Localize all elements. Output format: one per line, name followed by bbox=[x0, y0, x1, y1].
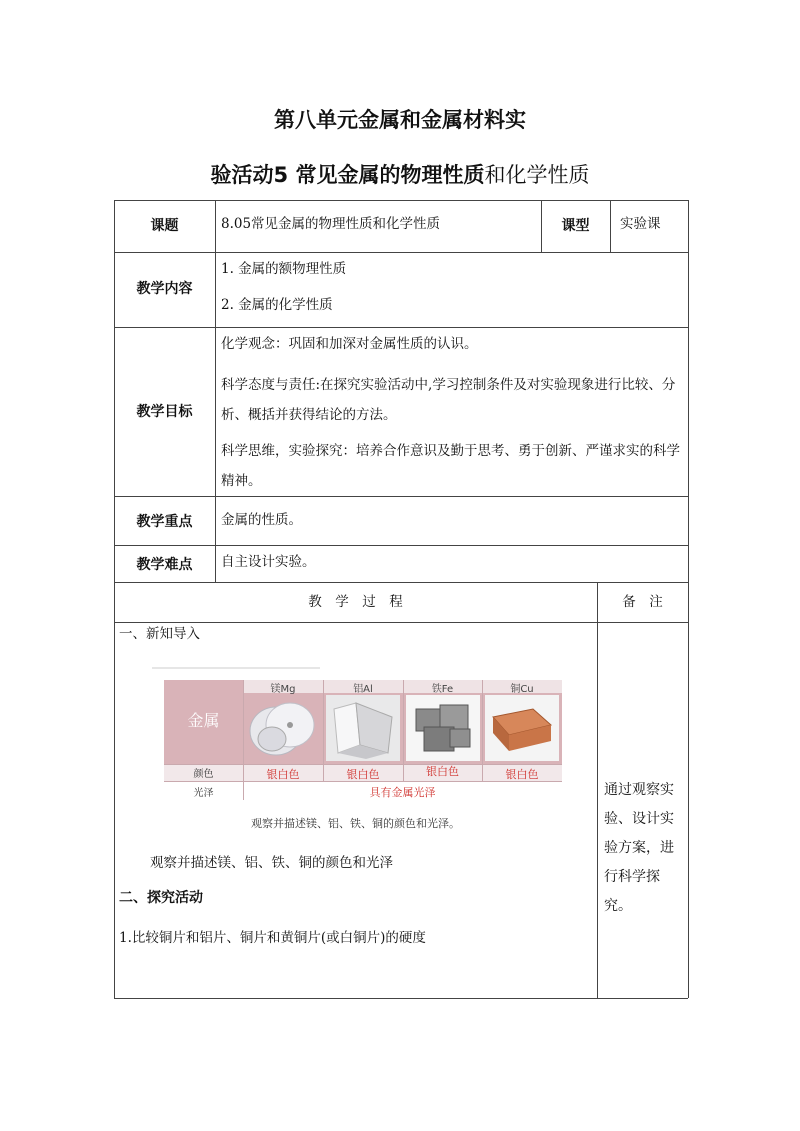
aluminum-image bbox=[326, 695, 400, 761]
figure-top-rule bbox=[152, 667, 320, 669]
metal-name: 镁Mg bbox=[270, 684, 296, 695]
figure-label-metal: 金属 bbox=[187, 711, 220, 730]
section-title-inquiry: 二、探究活动 bbox=[119, 890, 203, 906]
magnesium-image bbox=[246, 695, 320, 761]
metals-figure bbox=[164, 680, 562, 800]
color-value: 银白色 bbox=[505, 768, 539, 781]
difficulty-label: 教学难点 bbox=[136, 557, 193, 573]
activity-item: 1.比较铜片和铝片、铜片和黄铜片(或白铜片)的硬度 bbox=[119, 930, 426, 946]
topic-value: 8.05常见金属的物理性质和化学性质 bbox=[221, 216, 441, 232]
metal-name: 铝Al bbox=[353, 684, 373, 695]
metal-name: 铜Cu bbox=[510, 684, 534, 695]
goal-label: 教学目标 bbox=[136, 404, 193, 420]
color-value: 银白色 bbox=[346, 768, 380, 781]
key-value: 金属的性质。 bbox=[221, 512, 302, 528]
content-label: 教学内容 bbox=[136, 281, 193, 297]
iron-image bbox=[406, 695, 480, 761]
section-title-intro: 一、新知导入 bbox=[119, 626, 200, 642]
content-item: 1. 金属的额物理性质 bbox=[221, 261, 347, 277]
page-title: 第八单元金属和金属材料实 bbox=[274, 108, 526, 132]
goal-item: 化学观念：巩固和加深对金属性质的认识。 bbox=[221, 336, 478, 352]
figure-label-color: 颜色 bbox=[193, 769, 214, 780]
subtitle-bold: 验活动5 常见金属的物理性质 bbox=[210, 163, 485, 187]
page-subtitle bbox=[0, 159, 800, 189]
content-item: 2. 金属的化学性质 bbox=[221, 297, 333, 313]
type-label: 课型 bbox=[561, 218, 590, 234]
remark-header: 备 注 bbox=[622, 594, 663, 610]
color-value: 银白色 bbox=[266, 768, 300, 781]
observe-text: 观察并描述镁、铝、铁、铜的颜色和光泽 bbox=[150, 855, 393, 871]
metal-name: 铁Fe bbox=[431, 684, 454, 695]
color-value: 银白色 bbox=[426, 765, 459, 778]
key-label: 教学重点 bbox=[136, 514, 193, 530]
difficulty-value: 自主设计实验。 bbox=[221, 554, 316, 570]
copper-image bbox=[485, 695, 559, 761]
goal-item: 科学思维，实验探究：培养合作意识及勤于思考、勇于创新、严谨求实的科学精神。 bbox=[221, 443, 680, 489]
luster-value: 具有金属光泽 bbox=[369, 786, 436, 799]
subtitle-rest: 和化学性质 bbox=[484, 163, 590, 187]
process-header: 教 学 过 程 bbox=[308, 594, 403, 610]
figure-caption: 观察并描述镁、铝、铁、铜的颜色和光泽。 bbox=[251, 817, 460, 830]
remark-text: 通过观察实验、设计实验方案，进行科学探究。 bbox=[604, 782, 674, 914]
figure-label-luster: 光泽 bbox=[193, 788, 214, 799]
goal-item: 科学态度与责任:在探究实验活动中,学习控制条件及对实验现象进行比较、分析、概括并获得结论的方法。 bbox=[221, 377, 676, 423]
type-value: 实验课 bbox=[620, 216, 661, 232]
topic-label: 课题 bbox=[150, 218, 179, 234]
